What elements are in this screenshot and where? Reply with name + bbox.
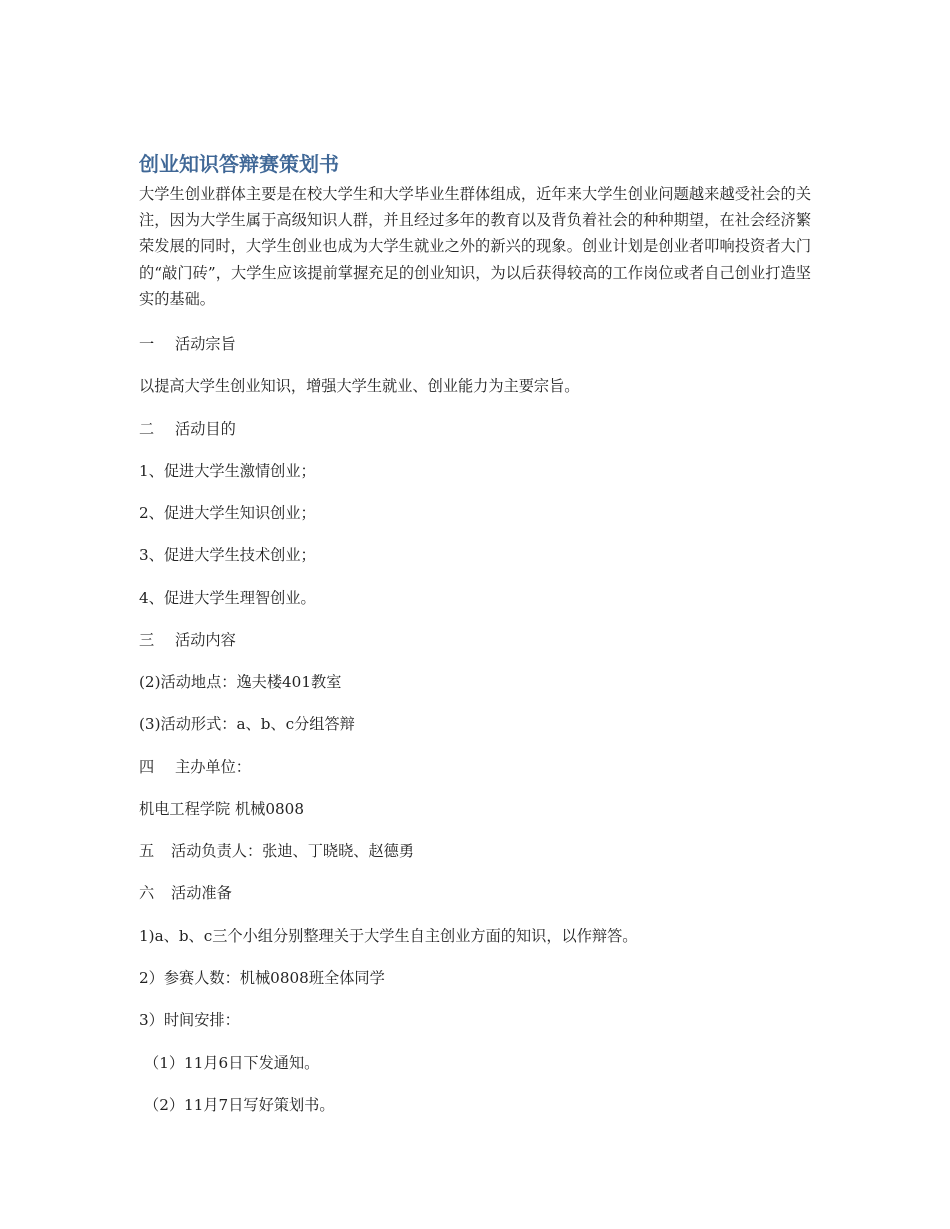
section-heading-preparation bbox=[139, 882, 232, 904]
section-label: 活动准备 bbox=[171, 884, 232, 902]
section-label: 主办单位： bbox=[175, 758, 251, 776]
list-item: 3、促进大学生技术创业； bbox=[139, 546, 316, 564]
section-label: 活动负责人：张迪、丁晓晓、赵德勇 bbox=[171, 842, 414, 860]
section-number: 一 bbox=[139, 335, 155, 353]
document-title: 创业知识答辩赛策划书 bbox=[139, 152, 339, 176]
list-item: 2、促进大学生知识创业； bbox=[139, 504, 316, 522]
section-heading-goals bbox=[139, 418, 236, 440]
list-item: 4、促进大学生理智创业。 bbox=[139, 589, 316, 607]
list-item: (2)活动地点：逸夫楼401教室 bbox=[139, 673, 342, 691]
section-number: 四 bbox=[139, 758, 155, 776]
section-number: 五 bbox=[139, 842, 155, 860]
list-item: 2）参赛人数：机械0808班全体同学 bbox=[139, 969, 385, 987]
section-number: 三 bbox=[139, 631, 155, 649]
section-label: 活动目的 bbox=[175, 420, 236, 438]
section-label: 活动宗旨 bbox=[175, 335, 236, 353]
intro-paragraph: 大学生创业群体主要是在校大学生和大学毕业生群体组成，近年来大学生创业问题越来越受社会的关注，因为大学生属于高级知识人群，并且经过多年的教育以及背负着社会的种种期望，在社会经济繁荣发展的同时，大学生创业也成为大学生就业之外的新兴的现象。创业计划是创业者叩响投资者大门的“敲门砖”，大学生应该提前掌握充足的创业知识，为以后获得较高的工作岗位或者自己创业打造坚实的基础。 bbox=[139, 185, 811, 308]
section-number: 二 bbox=[139, 420, 155, 438]
organizer-text: 机电工程学院 机械0808 bbox=[139, 800, 304, 818]
schedule-item: （1）11月6日下发通知。 bbox=[144, 1054, 320, 1072]
list-item: 3）时间安排： bbox=[139, 1011, 240, 1029]
section-heading-content bbox=[139, 629, 236, 651]
section-heading-organizer bbox=[139, 756, 251, 778]
section-heading-purpose bbox=[139, 333, 236, 355]
section-label: 活动内容 bbox=[175, 631, 236, 649]
list-item: (3)活动形式：a、b、c分组答辩 bbox=[139, 715, 355, 733]
section-number: 六 bbox=[139, 884, 155, 902]
section-heading-leaders bbox=[139, 840, 414, 862]
schedule-item: （2）11月7日写好策划书。 bbox=[144, 1096, 335, 1114]
purpose-text: 以提高大学生创业知识，增强大学生就业、创业能力为主要宗旨。 bbox=[139, 377, 580, 395]
list-item: 1、促进大学生激情创业； bbox=[139, 462, 316, 480]
list-item: 1)a、b、c三个小组分别整理关于大学生自主创业方面的知识，以作辩答。 bbox=[139, 927, 638, 945]
